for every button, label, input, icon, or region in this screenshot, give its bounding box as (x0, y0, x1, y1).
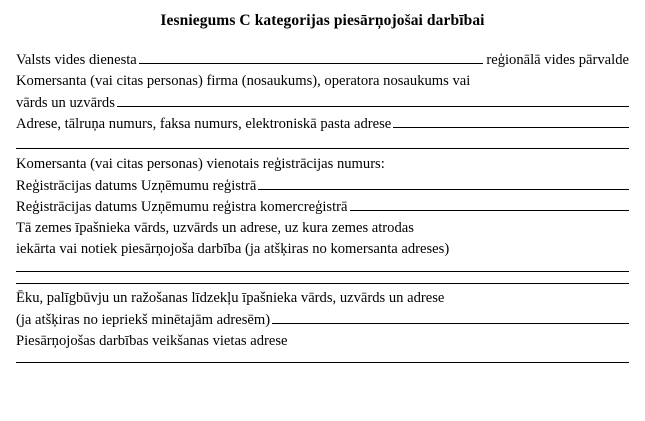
authority-prefix-label: Valsts vides dienesta (16, 52, 137, 69)
field-row-company-name-1 (16, 71, 629, 92)
field-row-land-owner-2 (16, 239, 629, 260)
field-row-registration-date-enterprise (16, 176, 629, 197)
company-name-label-line1: Komersanta (vai citas personas) firma (nosaukums), operatora nosaukums vai (16, 72, 471, 89)
contacts-label: Adrese, tālruņa numurs, faksa numurs, elektroniskā pasta adrese (16, 115, 392, 132)
registration-date-enterprise-label: Reģistrācijas datums Uzņēmumu reģistrā (16, 178, 257, 195)
page-title: Iesniegums C kategorijas piesārņojošai darbībai (160, 12, 485, 29)
contacts-input-line-continued[interactable] (16, 147, 629, 149)
land-owner-input-line-1[interactable] (16, 270, 629, 272)
building-owner-label-line1: Ēku, palīgbūvju un ražošanas līdzekļu īpašnieka vārds, uzvārds un adrese (16, 290, 445, 307)
field-row-authority (16, 50, 629, 71)
land-owner-label-line2: iekārta vai notiek piesārņojoša darbība (ja atšķiras no komersanta adreses) (16, 241, 450, 258)
registration-number-label: Komersanta (vai citas personas) vienotais reģistrācijas numurs: (16, 156, 385, 173)
authority-suffix-label: reģionālā vides pārvalde (486, 52, 629, 69)
company-name-input-line[interactable] (117, 93, 629, 107)
field-row-registration-date-commercial (16, 197, 629, 218)
land-owner-input-line-2[interactable] (16, 282, 629, 284)
registration-date-commercial-label: Reģistrācijas datums Uzņēmumu reģistra komercreģistrā (16, 198, 348, 215)
field-row-building-owner-2 (16, 310, 629, 331)
registration-date-enterprise-input-line[interactable] (258, 176, 629, 190)
building-owner-input-line[interactable] (272, 310, 629, 324)
activity-address-input-line[interactable] (16, 361, 629, 363)
contacts-input-line[interactable] (393, 113, 629, 127)
form-body (16, 50, 629, 363)
field-row-land-owner-1 (16, 218, 629, 239)
activity-address-label: Piesārņojošas darbības veikšanas vietas adrese (16, 332, 288, 349)
field-row-activity-address (16, 331, 629, 352)
field-row-company-name-2 (16, 93, 629, 114)
registration-date-commercial-input-line[interactable] (350, 197, 630, 211)
building-owner-label-line2: (ja atšķiras no iepriekš minētajām adresēm) (16, 311, 271, 328)
authority-input-line[interactable] (139, 50, 484, 64)
field-row-contacts (16, 113, 629, 134)
company-name-label-line2: vārds un uzvārds (16, 94, 115, 111)
field-row-registration-number (16, 154, 629, 175)
land-owner-label-line1: Tā zemes īpašnieka vārds, uzvārds un adrese, uz kura zemes atrodas (16, 219, 414, 236)
field-row-building-owner-1 (16, 288, 629, 309)
document-page (0, 12, 645, 421)
